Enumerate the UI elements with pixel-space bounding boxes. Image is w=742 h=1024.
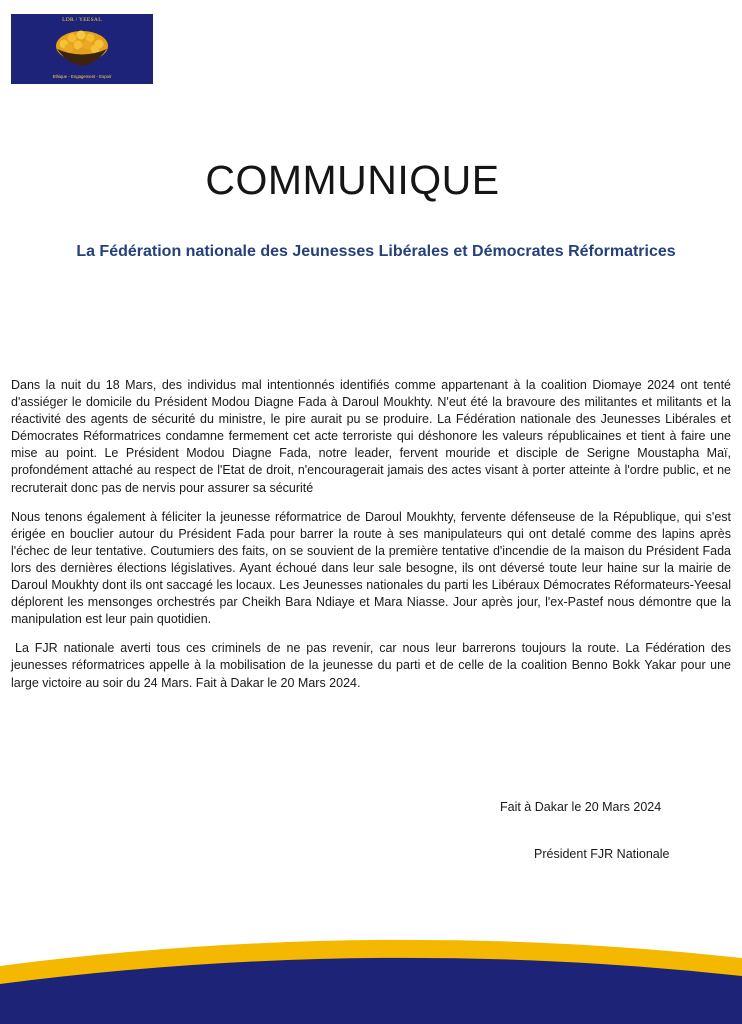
paragraph-3: La FJR nationale averti tous ces criminels de ne pas revenir, car nous leur barrerons toujours la route. La Fédération des jeunesses réformatrices appelle à la mobilisation de la jeunesse du parti et de celle de la coalition Benno Bokk Yakar pour une large victoire au soir du 24 Mars. Fait à Dakar le 20 Mars 2024. [11,641,731,690]
paragraph-2: Nous tenons également à féliciter la jeunesse réformatrice de Daroul Moukhty, fervente défenseuse de la République, qui s'est érigée en bouclier autour du Président Fada pour barrer la route à ses manipulateurs qui ont detalé comme des lapins après l'échec de leur tentative. Coutumiers des faits, on se souvient de la première tentative d'incendie de la maison du Président Fada lors des dernières élections législatives. Ayant échoué dans leur sale besogne, ils ont déversé toute leur haine sur la mairie de Daroul Moukhty dont ils ont saccagé les locaux. Les Jeunesses nationales du parti les Libéraux Démocrates Réformateurs-Yeesal déplorent les mensonges orchestrés par Cheikh Bara Ndiaye et Mara Niasse. Jour après jour, l'ex-Pastef nous démontre que la manipulation est leur pain quotidien. [11,509,731,627]
organization-logo [11,14,153,84]
logo-motto: Ethique - Engagement - Espoir [52,74,112,79]
logo-top-text: LDR / YEESAL [62,17,102,23]
grain-bowl-icon [52,24,112,74]
signature-role: Président FJR Nationale [534,847,670,861]
page-title: COMMUNIQUE [205,157,500,203]
communique-body [11,377,731,704]
footer-wave-decoration [0,932,742,1024]
paragraph-1: Dans la nuit du 18 Mars, des individus mal intentionnés identifiés comme appartenant à la coalition Diomaye 2024 ont tenté d'assiéger le domicile du Président Modou Diagne Fada à Daroul Moukhty. N'eut été la bravoure des militantes et militants et la réactivité des agents de sécurité du ministre, le pire aurait pu se produire. La Fédération nationale des Jeunesses Libérales et Démocrates Réformatrices condamne fermement cet acte terroriste qui déshonore les valeurs républicaines et tient à faire une mise au point. Le Président Modou Diagne Fada, notre leader, fervent mouride et disciple de Serigne Moustapha Maï, profondément attaché au respect de l'Etat de droit, n'encouragerait jamais des actes visant à porter atteinte à l'ordre public, et ne recruterait donc pas de nervis pour assurer sa sécurité [11,378,731,495]
page-subtitle: La Fédération nationale des Jeunesses Libérales et Démocrates Réformatrices [76,243,676,260]
signature-date: Fait à Dakar le 20 Mars 2024 [500,800,662,814]
